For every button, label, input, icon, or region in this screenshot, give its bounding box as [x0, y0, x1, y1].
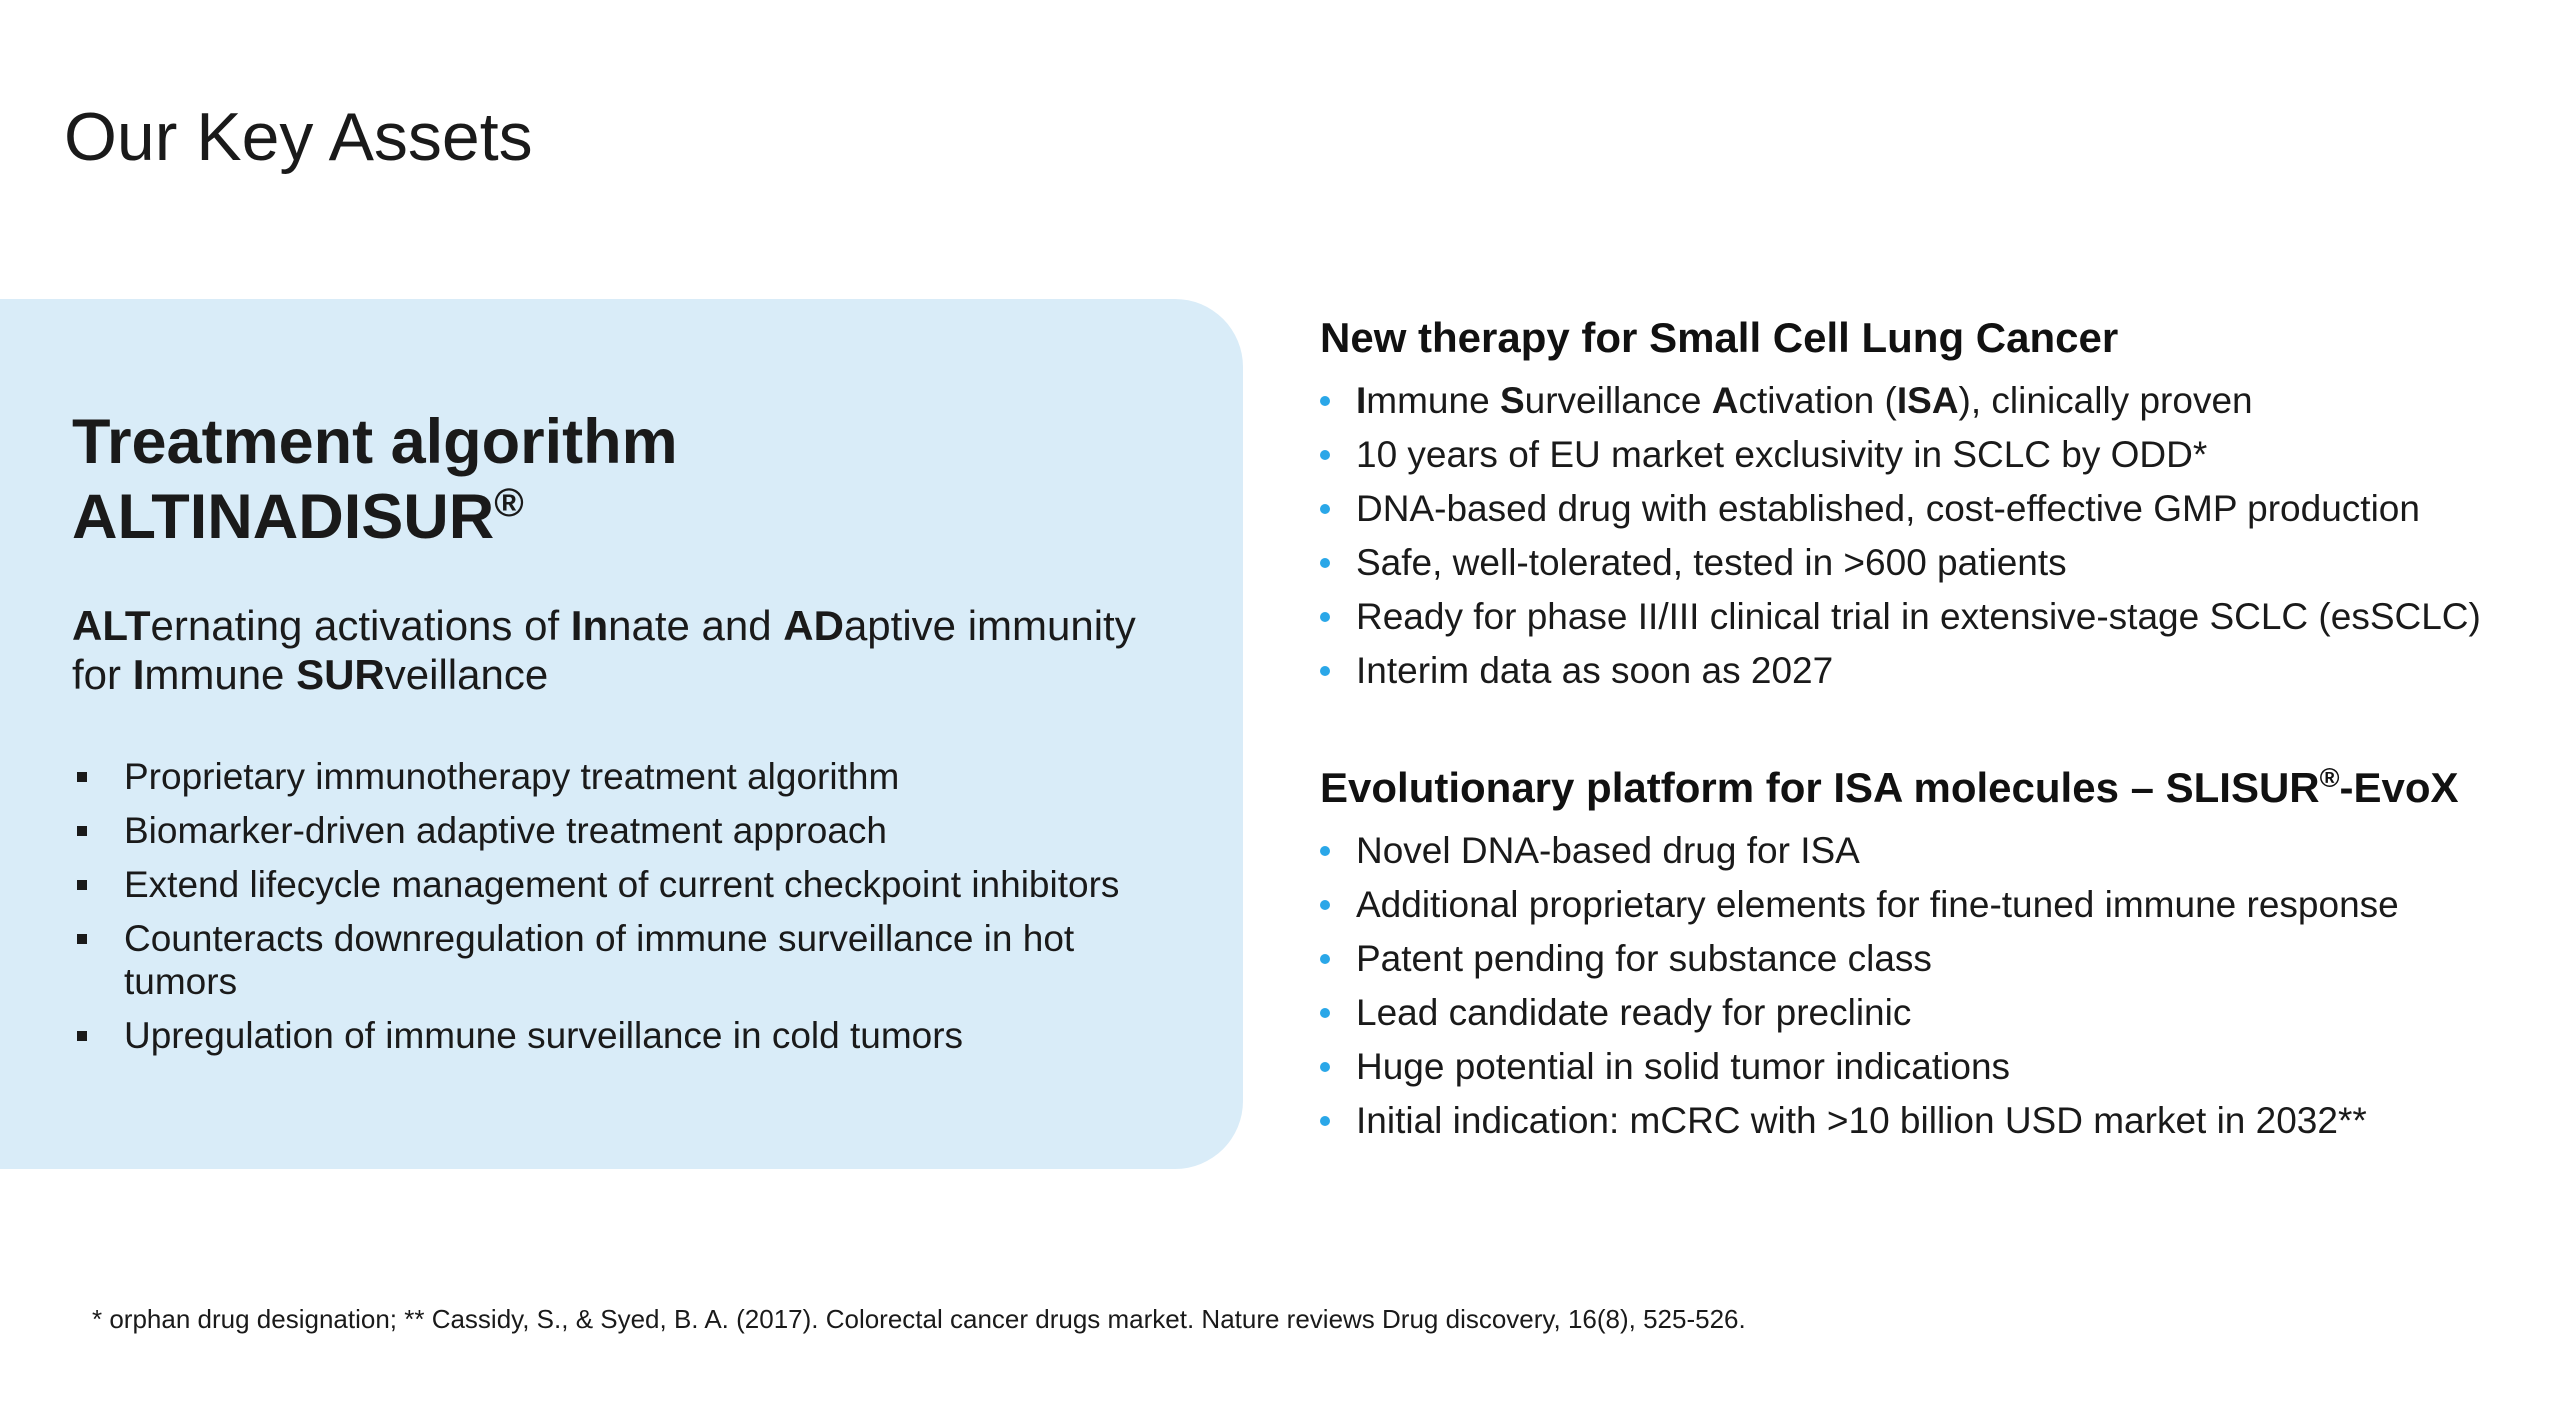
text-segment: ctivation ( [1738, 380, 1897, 421]
list-item-text: Proprietary immunotherapy treatment algorithm [124, 756, 900, 797]
square-bullet-icon [77, 1031, 87, 1041]
algorithm-features-list [72, 755, 1172, 1068]
product-name: ALTINADISUR [72, 482, 495, 552]
list-item [1320, 878, 2540, 932]
list-item [1320, 536, 2540, 590]
list-item-text: Biomarker-driven adaptive treatment approach [124, 810, 887, 851]
text-segment: mmune [144, 651, 297, 698]
list-item-text: Extend lifecycle management of current checkpoint inhibitors [124, 864, 1120, 905]
emphasis-text: In [570, 602, 609, 649]
list-item [1320, 1094, 2540, 1148]
list-item-text: Interim data as soon as 2027 [1356, 650, 1834, 691]
heading-line-2 [72, 480, 678, 555]
list-item [72, 809, 1172, 852]
list-item [72, 1014, 1172, 1057]
emphasis-text: SUR [296, 651, 385, 698]
evox-section-heading [1320, 763, 2540, 813]
list-item-text: Huge potential in solid tumor indications [1356, 1046, 2011, 1087]
text-segment: ), clinically proven [1958, 380, 2253, 421]
text-segment: aptive immunity for [72, 602, 1136, 698]
heading-line-1: Treatment algorithm [72, 407, 678, 477]
list-item-text: Counteracts downregulation of immune surveillance in hot tumors [124, 918, 1075, 1002]
bullet-dot-icon [1320, 1062, 1330, 1072]
evox-heading-suffix: -EvoX [2339, 764, 2459, 811]
emphasis-text: I [1356, 380, 1367, 421]
list-item-text: Patent pending for substance class [1356, 938, 1932, 979]
isa-bullet-text [1356, 380, 2253, 421]
square-bullet-icon [77, 880, 87, 890]
list-item [1320, 374, 2540, 428]
square-bullet-icon [77, 934, 87, 944]
footnote: * orphan drug designation; ** Cassidy, S., & Syed, B. A. (2017). Colorectal cancer drugs market. Nature reviews Drug discovery, 16(8), 525-526. [92, 1304, 1746, 1334]
list-item [1320, 644, 2540, 698]
text-segment: mmune [1366, 380, 1500, 421]
emphasis-text: A [1711, 380, 1739, 421]
bullet-dot-icon [1320, 1008, 1330, 1018]
list-item-text: Initial indication: mCRC with >10 billion USD market in 2032** [1356, 1100, 2367, 1141]
emphasis-text: AD [783, 602, 844, 649]
registered-mark: ® [2319, 763, 2340, 794]
list-item-text: Lead candidate ready for preclinic [1356, 992, 1912, 1033]
sclc-therapy-section [1320, 313, 2540, 698]
list-item-text: Additional proprietary elements for fine-tuned immune response [1356, 884, 2399, 925]
bullet-dot-icon [1320, 450, 1330, 460]
list-item-text: Safe, well-tolerated, tested in >600 patients [1356, 542, 2067, 583]
list-item [72, 755, 1172, 798]
evox-platform-section [1320, 763, 2540, 1148]
text-segment: urveillance [1524, 380, 1712, 421]
list-item [1320, 1040, 2540, 1094]
registered-mark: ® [494, 481, 524, 525]
list-item-text: Novel DNA-based drug for ISA [1356, 830, 1860, 871]
evox-heading-text: Evolutionary platform for ISA molecules – SLISUR [1320, 764, 2320, 811]
bullet-dot-icon [1320, 1116, 1330, 1126]
bullet-dot-icon [1320, 666, 1330, 676]
emphasis-text: ALT [72, 602, 151, 649]
list-item [1320, 932, 2540, 986]
bullet-dot-icon [1320, 900, 1330, 910]
acronym-explanation [72, 601, 1172, 699]
text-segment: ernating activations of [150, 602, 571, 649]
emphasis-text: I [132, 651, 145, 698]
list-item [1320, 824, 2540, 878]
page-title: Our Key Assets [64, 99, 533, 175]
text-segment: nate and [608, 602, 784, 649]
square-bullet-icon [77, 826, 87, 836]
sclc-section-heading: New therapy for Small Cell Lung Cancer [1320, 314, 2119, 361]
sclc-benefits-list [1320, 374, 2540, 698]
list-item [1320, 428, 2540, 482]
list-item-text: Ready for phase II/III clinical trial in extensive-stage SCLC (esSCLC) [1356, 596, 2481, 637]
list-item [1320, 482, 2540, 536]
bullet-dot-icon [1320, 396, 1330, 406]
evox-features-list [1320, 824, 2540, 1148]
emphasis-text: ISA [1896, 380, 1959, 421]
bullet-dot-icon [1320, 504, 1330, 514]
treatment-algorithm-heading [72, 405, 678, 555]
emphasis-text: S [1499, 380, 1525, 421]
bullet-dot-icon [1320, 558, 1330, 568]
bullet-dot-icon [1320, 846, 1330, 856]
square-bullet-icon [77, 772, 87, 782]
list-item-text: DNA-based drug with established, cost-effective GMP production [1356, 488, 2420, 529]
bullet-dot-icon [1320, 954, 1330, 964]
bullet-dot-icon [1320, 612, 1330, 622]
list-item [1320, 986, 2540, 1040]
list-item [1320, 590, 2540, 644]
text-segment: veillance [384, 651, 549, 698]
list-item [72, 917, 1172, 1003]
list-item-text: 10 years of EU market exclusivity in SCLC by ODD* [1356, 434, 2208, 475]
list-item-text: Upregulation of immune surveillance in cold tumors [124, 1015, 964, 1056]
list-item [72, 863, 1172, 906]
